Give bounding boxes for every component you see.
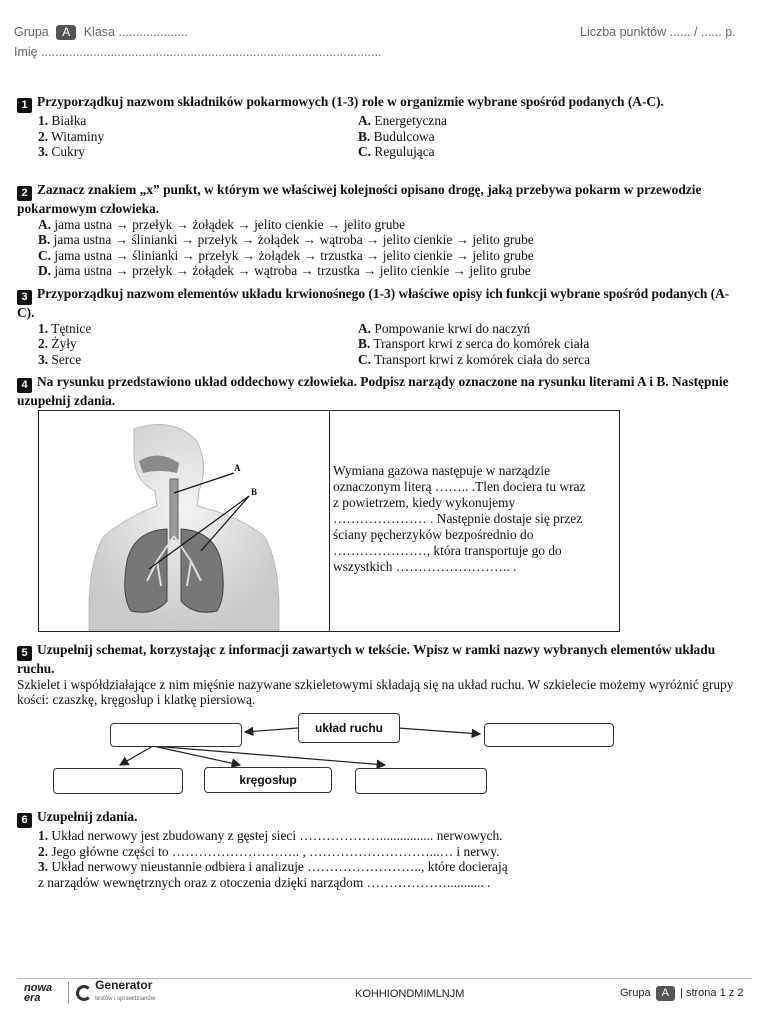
task-5 — [17, 642, 737, 708]
task-3-row: 3. Serce C. Transport krwi z komórek ciała do serca — [38, 351, 591, 367]
task-2-option-c[interactable]: C. jama ustna → ślinianki → przełyk → żołądek → trzustka → jelito cienkie → jelito grube — [38, 247, 534, 263]
task-6-line[interactable]: z narządów wewnętrznych oraz z otoczenia dzięki narządom ………………........... . — [38, 874, 491, 890]
document-code: KOHHIONDMIMLNJM — [355, 988, 465, 1000]
task-6-line[interactable]: 3. Układ nerwowy nieustannie odbiera i analizuje …………………….., które docierają — [38, 859, 508, 875]
task-number-5: 5 — [17, 646, 32, 661]
respiratory-system-illustration — [39, 411, 329, 631]
task-3-option: Pompowanie krwi do naczyń — [374, 320, 531, 336]
task-6-line[interactable]: 2. Jego główne części to ……………………….. , ………………………...… i nerwy. — [38, 843, 500, 859]
logo-separator — [68, 982, 69, 1004]
task-3-row: 1. Tętnice A. Pompowanie krwi do naczyń — [38, 320, 531, 336]
footer-group-badge: A — [656, 986, 675, 1001]
task-3-item: Serce — [51, 351, 82, 367]
task-1-row: 3. Cukry C. Regulująca — [38, 144, 435, 160]
box-blank-bottom-left[interactable] — [53, 768, 183, 794]
task-1-item: Białka — [51, 113, 87, 128]
task-number-3: 3 — [17, 290, 32, 305]
task-number-1: 1 — [17, 98, 32, 113]
task-1-item: Cukry — [51, 144, 85, 160]
task-3 — [17, 286, 737, 367]
task-1-item: Witaminy — [51, 128, 105, 144]
box-kregoslup: kręgosłup — [204, 767, 332, 793]
task-number-4: 4 — [17, 378, 32, 393]
task-number-6: 6 — [17, 813, 32, 828]
task-1-row: 2. Witaminy B. Budulcowa — [38, 128, 435, 144]
label-a: A — [234, 463, 241, 473]
task-3-item: Tętnice — [51, 320, 92, 336]
task-3-option: Transport krwi z serca do komórek ciała — [373, 336, 590, 352]
task-4-question: Na rysunku przedstawiono układ oddechowy człowieka. Podpisz narządy oznaczone na rysunku literami A i B. Następnie uzupełnij zdania. — [17, 374, 729, 408]
box-blank-bottom-right[interactable] — [355, 768, 487, 794]
name-field[interactable]: Imię .................................................................................................. — [14, 45, 382, 59]
task-4-text: Wymiana gazowa następuje w narządzie oznaczonym literą …….. .Tlen dociera tu wraz z powietrzem, kiedy wykonujemy ………………… . Następnie dostaje się przez ściany pęcherzyków bezpośrednio do …………………, która transportuje go do wszystkich …………………….. . — [333, 463, 586, 574]
task-4 — [17, 374, 737, 409]
box-blank-left[interactable] — [110, 723, 242, 747]
task-2-option-b[interactable]: B. jama ustna → ślinianki → przełyk → żołądek → wątroba → jelito cienkie → jelito grube — [38, 232, 534, 248]
label-b: B — [251, 487, 258, 497]
task-6-line[interactable]: 1. Układ nerwowy jest zbudowany z gęstej sieci ………………................ nerwowych. — [38, 828, 503, 843]
page-indicator: | strona 1 z 2 — [680, 987, 744, 999]
task-6-question: Uzupełnij zdania. — [37, 809, 138, 824]
task-2-option-d[interactable]: D. jama ustna → przełyk → żołądek → wątroba → trzustka → jelito cienkie → jelito grube — [38, 263, 531, 279]
task-3-question: Przyporządkuj nazwom elementów układu krwionośnego (1-3) właściwe opisy ich funkcji wybrane spośród podanych (A-C). — [17, 286, 730, 320]
group-badge: A — [56, 25, 76, 40]
task-5-question: Uzupełnij schemat, korzystając z informacji zawartych w tekście. Wpisz w ramki nazwy wybranych elementów układu ruchu. — [17, 642, 716, 676]
generator-logo: Generator testów i sprawdzianów — [76, 980, 155, 1005]
group-label: Grupa — [14, 25, 49, 39]
nowa-era-logo: nowa era — [24, 982, 53, 1004]
task-1-question: Przyporządkuj nazwom składników pokarmowych (1-3) role w organizmie wybrane spośród podanych (A-C). — [37, 94, 664, 109]
footer-page-info: Grupa A | strona 1 z 2 — [620, 987, 744, 999]
task-3-row: 2. Żyły B. Transport krwi z serca do komórek ciała — [38, 336, 590, 352]
task-4-table — [38, 410, 620, 632]
class-label[interactable]: Klasa .................... — [83, 25, 188, 39]
task-5-text: Szkielet i współdziałające z nim mięśnie nazywane szkieletowymi składają się na układ ruchu. W szkielecie możemy wyróżnić grupy kości: czaszkę, kręgosłup i klatkę piersiową. — [17, 676, 734, 708]
task-2 — [17, 182, 737, 279]
table-divider — [329, 411, 330, 631]
task-1-row: 1. Białka A. Energetyczna — [38, 113, 448, 128]
task-2-question: Zaznacz znakiem „x” punkt, w którym we właściwej kolejności opisano drogę, jaką przebywa pokarm w przewodzie pokarmowym człowieka. — [17, 182, 702, 216]
task-3-item: Żyły — [51, 336, 77, 352]
task-2-option-a[interactable]: A. jama ustna → przełyk → żołądek → jelito cienkie → jelito grube — [38, 216, 406, 232]
box-blank-right[interactable] — [484, 723, 614, 747]
task-1-option: Budulcowa — [373, 128, 435, 144]
box-uklad-ruchu: układ ruchu — [298, 713, 400, 743]
task-1-option: Energetyczna — [374, 113, 448, 128]
task-1-option: Regulująca — [374, 144, 435, 160]
group-field — [14, 25, 188, 40]
points-field[interactable]: Liczba punktów ...... / ...... p. — [580, 25, 736, 39]
generator-g-icon — [76, 985, 92, 1001]
task-3-option: Transport krwi z komórek ciała do serca — [374, 351, 591, 367]
task-number-2: 2 — [17, 186, 32, 201]
task-6 — [17, 809, 737, 890]
task-1 — [17, 94, 737, 160]
